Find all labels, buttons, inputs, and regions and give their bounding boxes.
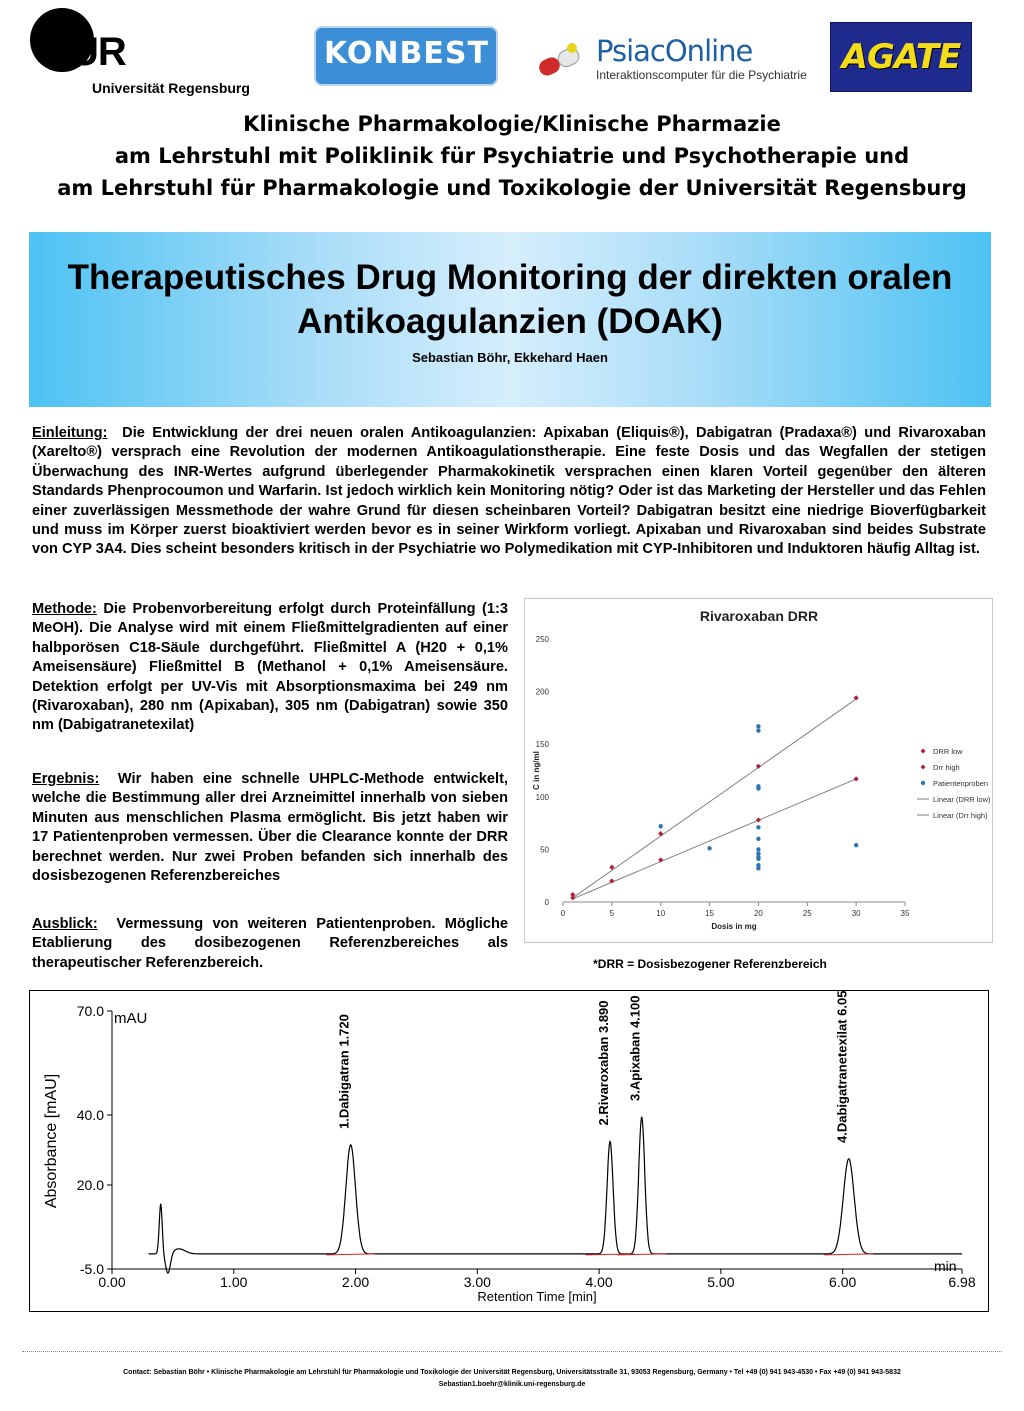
data-point-drr-high — [756, 764, 761, 769]
trendline — [573, 779, 856, 899]
x-tick-label: 6.00 — [829, 1274, 857, 1290]
poster-title — [29, 256, 991, 344]
university-logo — [30, 8, 270, 100]
x-tick-label: 5.00 — [707, 1274, 735, 1290]
legend-marker — [921, 765, 926, 770]
data-point-patient — [756, 825, 760, 829]
title-banner — [29, 232, 991, 407]
methods-text: Die Probenvorbereitung erfolgt durch Proteinfällung (1:3 MeOH). Die Analyse wird mit einem Fließmittelgradienten auf einer halbporösen C18-Säule durchgeführt. Fließmittel A (H20 + 0,1% Ameisensäure) Fließmittel B (Methanol + 0,1% Ameisensäure. Detektion erfolgt per UV-Vis mit Absorptionsmaxima bei 249 nm (Rivaroxaban), 280 nm (Apixaban), 305 nm (Dabigatran) sowie 350 nm (Dabigatranetexilat) — [32, 601, 508, 734]
scatter-chart-svg — [525, 599, 992, 942]
y-tick-label: 40.0 — [76, 1107, 104, 1123]
chart-title: Rivaroxaban DRR — [699, 608, 819, 624]
university-name: Universität Regensburg — [92, 80, 250, 96]
contact-info — [0, 1367, 1024, 1391]
konbest-logo — [310, 22, 500, 106]
y-tick-label: 0 — [544, 898, 549, 907]
contact-line: Contact: Sebastian Böhr • Klinische Pharmakologie am Lehrstuhl für Pharmakologie und Toxikologie der Universität Regensburg, Universitätsstraße 31, 93053 Regensburg, Germany • Tel +49 (0) 941 943-4530 • Fax +49 (0) 941 943-5832 — [123, 1369, 901, 1376]
x-unit-label: min — [934, 1258, 957, 1274]
peak-label: 2.Rivaroxaban 3.890 — [596, 1000, 612, 1126]
contact-email: Sebastian1.boehr@klinik.uni-regensburg.de — [438, 1381, 586, 1388]
pill-icon — [534, 42, 584, 82]
legend-label: Linear (Drr high) — [933, 811, 988, 820]
konbest-logo-text: KONBEST — [324, 36, 489, 71]
y-tick-label: -5.0 — [79, 1261, 104, 1277]
data-point-drr-low — [658, 857, 663, 862]
y-tick-label: 150 — [535, 740, 549, 750]
data-point-patient — [756, 847, 760, 851]
y-axis-label: Absorbance [mAU] — [43, 1073, 60, 1209]
x-tick-label: 20 — [753, 909, 763, 918]
x-tick-label: 35 — [900, 909, 910, 918]
data-point-patient — [756, 857, 760, 861]
data-point-patient — [756, 786, 760, 790]
chart-footnote: *DRR = Dosisbezogener Referenzbereich — [593, 957, 827, 971]
x-tick-label: 5 — [609, 909, 615, 918]
authors: Sebastian Böhr, Ekkehard Haen — [412, 350, 608, 365]
data-point-patient — [756, 837, 760, 841]
peak-baseline — [824, 1254, 873, 1255]
legend-label: Patientenproben — [933, 779, 989, 788]
x-tick-label: 10 — [656, 909, 666, 918]
y-unit-label: mAU — [114, 1010, 148, 1027]
x-tick-label: 30 — [851, 909, 861, 918]
x-tick-label: 1.00 — [220, 1274, 248, 1290]
footer-divider — [22, 1351, 1002, 1352]
results-heading: Ergebnis: — [32, 771, 100, 787]
methods-section — [32, 600, 508, 736]
peak-label: 1.Dabigatran 1.720 — [336, 1014, 352, 1129]
data-point-patient — [854, 843, 858, 847]
poster-title-line: Therapeutisches Drug Monitoring der direkten oralen — [67, 258, 953, 297]
y-tick-label: 250 — [535, 635, 549, 644]
data-point-patient — [756, 728, 760, 732]
poster-title-line: Antikoagulanzien (DOAK) — [297, 302, 723, 341]
data-point-patient — [659, 824, 663, 828]
rivaroxaban-drr-chart — [524, 598, 993, 943]
x-tick-label: 4.00 — [585, 1274, 613, 1290]
y-tick-label: 70.0 — [76, 1003, 104, 1019]
introduction-heading: Einleitung: — [32, 425, 108, 441]
ur-logo-letters: UR — [70, 30, 126, 74]
outlook-section — [32, 915, 508, 973]
x-tick-label: 0 — [560, 909, 566, 918]
y-tick-label: 50 — [540, 845, 549, 855]
introduction-section — [32, 424, 986, 560]
x-tick-label: 25 — [802, 909, 812, 918]
institute-line: Klinische Pharmakologie/Klinische Pharmazie — [243, 112, 781, 136]
results-text: Wir haben eine schnelle UHPLC-Methode entwickelt, welche die Bestimmung aller drei Arzneimittel innerhalb von sieben Minuten aus menschlichen Plasma ermöglicht. Bis jetzt haben wir 17 Patientenproben vermessen. Über die Clearance konnte der DRR berechnet werden. Nur zwei Proben befanden sich innerhalb des dosisbezogenen Referenzbereiches — [32, 771, 509, 885]
y-tick-label: 100 — [535, 792, 549, 802]
legend-marker — [921, 749, 926, 754]
y-tick-label: 200 — [535, 687, 549, 697]
chromatogram-svg — [30, 991, 988, 1311]
legend-marker — [921, 781, 925, 785]
outlook-heading: Ausblick: — [32, 916, 98, 932]
agate-logo — [830, 22, 972, 92]
institute-line: am Lehrstuhl mit Poliklinik für Psychiatrie und Psychotherapie und — [114, 144, 910, 168]
x-tick-label: 0.00 — [98, 1274, 126, 1290]
psiaconline-title: PsiacOnline — [596, 34, 753, 68]
results-section — [32, 770, 508, 886]
y-axis-label: C in ng/ml — [532, 751, 541, 790]
x-axis-label: Retention Time [min] — [477, 1289, 597, 1304]
data-point-drr-high — [658, 831, 663, 836]
psiaconline-subtitle: Interaktionscomputer für die Psychiatrie — [596, 68, 807, 82]
peak-label: 3.Apixaban 4.100 — [627, 995, 643, 1101]
legend-label: Drr high — [933, 763, 960, 772]
x-tick-label: 3.00 — [463, 1274, 491, 1290]
x-tick-label: 15 — [705, 909, 715, 918]
institute-line: am Lehrstuhl für Pharmakologie und Toxikologie der Universität Regensburg — [57, 176, 967, 200]
trendline — [573, 699, 856, 898]
x-axis-label: Dosis in mg — [711, 922, 757, 931]
institute-affiliation — [0, 108, 1024, 204]
peak-label: 4.Dabigatranetexilat 6.050 — [834, 991, 850, 1143]
x-tick-label: 2.00 — [341, 1274, 370, 1290]
methods-heading: Methode: — [32, 601, 97, 617]
data-point-drr-low — [756, 817, 761, 822]
introduction-text: Die Entwicklung der drei neuen oralen Antikoagulanzien: Apixaban (Eliquis®), Dabigatran (Pradaxa®) und Rivaroxaban (Xarelto®) versprach eine Revolution der modernen Antikoagulationstherapie. Eine feste Dosis und das Wegfallen der stetigen Überwachung des INR-Wertes aufgrund überlegender Pharmakokinetik versprachen einen klaren Vorteil gegenüber den älteren Standards Phenprocoumon und Warfarin. Ist jedoch wirklich kein Monitoring nötig? Oder ist das Marketing der Hersteller und das Fehlen einer zuverlässigen Messmethode der wahre Grund für diesen scheinbaren Vorteil? Dabigatran besitzt eine niedrige Bioverfügbarkeit und muss im Körper zuerst bioaktiviert werden bevor es in seiner Wirkform vorliegt. Apixaban und Rivaroxaban sind beides Substrate von CYP 3A4. Dies scheint besonders kritisch in der Psychiatrie wo Polymedikation mit CYP-Inhibitoren und Induktoren häufig Alltag ist. — [32, 425, 986, 558]
legend-label: DRR low — [933, 747, 963, 756]
psiaconline-logo — [530, 30, 807, 102]
agate-logo-text: AGATE — [841, 37, 961, 77]
data-point-drr-low — [854, 776, 859, 781]
chromatogram — [29, 990, 989, 1312]
data-point-patient — [756, 724, 760, 728]
data-point-patient — [756, 866, 760, 870]
data-point-patient — [707, 846, 711, 850]
legend-label: Linear (DRR low) — [933, 795, 991, 804]
y-tick-label: 20.0 — [76, 1177, 104, 1193]
x-tick-label: 6.98 — [948, 1274, 976, 1290]
outlook-text: Vermessung von weiteren Patientenproben. Mögliche Etablierung des dosibezogenen Referenzbereiches als therapeutischer Referenzbereich. — [32, 916, 508, 971]
